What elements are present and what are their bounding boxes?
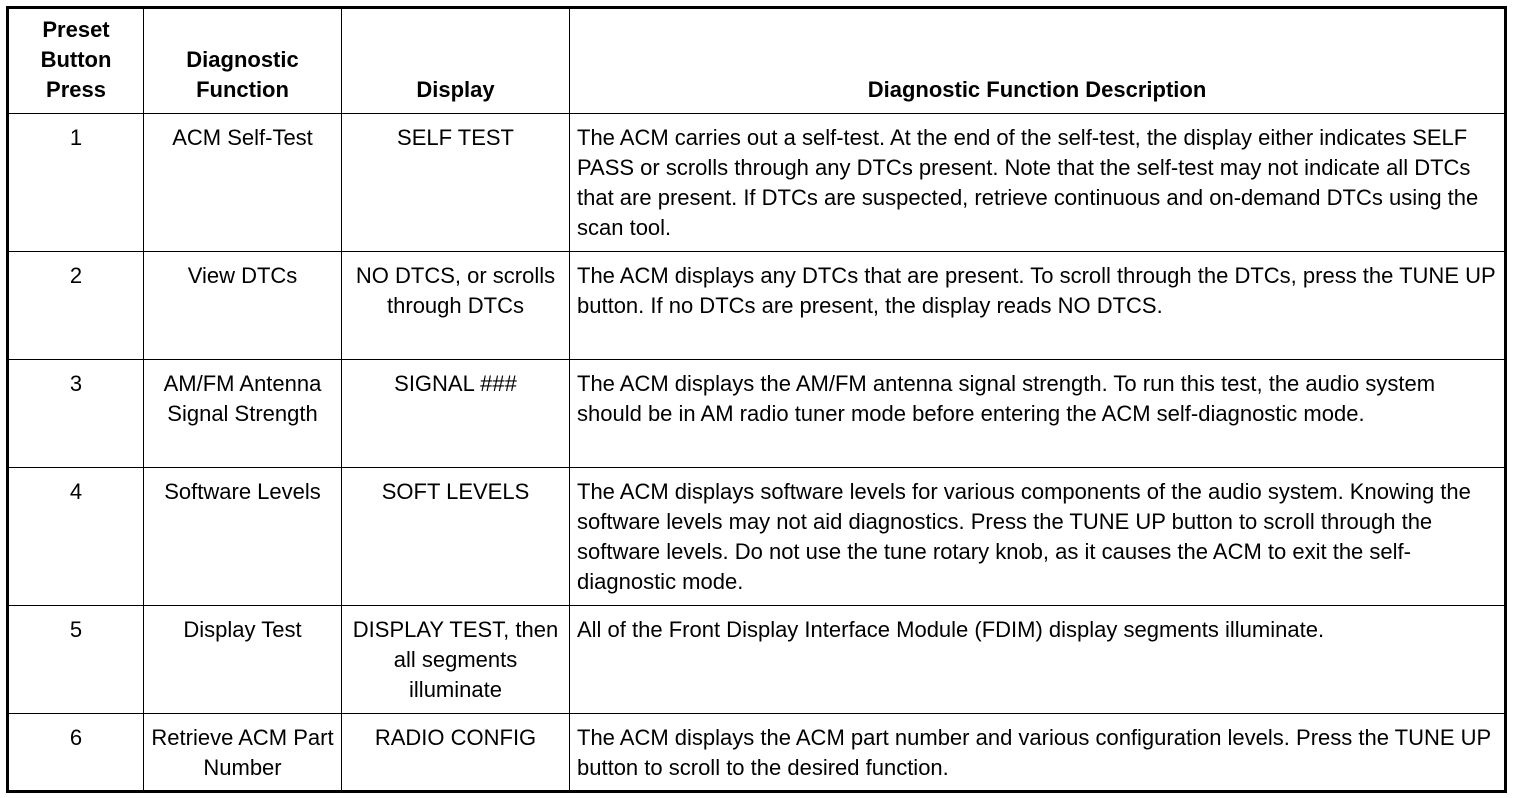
preset-cell: 4 bbox=[8, 468, 144, 606]
function-cell: Display Test bbox=[144, 606, 342, 714]
function-cell: Retrieve ACM Part Number bbox=[144, 714, 342, 792]
display-cell: RADIO CONFIG bbox=[342, 714, 570, 792]
function-cell: ACM Self-Test bbox=[144, 114, 342, 252]
description-cell: All of the Front Display Interface Module (FDIM) display segments illuminate. bbox=[570, 606, 1506, 714]
table-row bbox=[8, 360, 1506, 468]
display-cell: SELF TEST bbox=[342, 114, 570, 252]
header-diagnostic-function: Diagnostic Function bbox=[144, 8, 342, 114]
display-cell: DISPLAY TEST, then all segments illuminate bbox=[342, 606, 570, 714]
table-row bbox=[8, 714, 1506, 792]
table-header-row bbox=[8, 8, 1506, 114]
function-cell: Software Levels bbox=[144, 468, 342, 606]
diagnostic-function-table bbox=[6, 6, 1507, 793]
preset-cell: 6 bbox=[8, 714, 144, 792]
description-cell: The ACM displays the AM/FM antenna signal strength. To run this test, the audio system should be in AM radio tuner mode before entering the ACM self-diagnostic mode. bbox=[570, 360, 1506, 468]
table-row bbox=[8, 606, 1506, 714]
function-cell: View DTCs bbox=[144, 252, 342, 360]
header-description: Diagnostic Function Description bbox=[570, 8, 1506, 114]
description-cell: The ACM displays software levels for various components of the audio system. Knowing the software levels may not aid diagnostics. Press the TUNE UP button to scroll through the software levels. Do not use the tune rotary knob, as it causes the ACM to exit the self-diagnostic mode. bbox=[570, 468, 1506, 606]
table-row bbox=[8, 252, 1506, 360]
header-display: Display bbox=[342, 8, 570, 114]
function-cell: AM/FM Antenna Signal Strength bbox=[144, 360, 342, 468]
preset-cell: 1 bbox=[8, 114, 144, 252]
description-cell: The ACM displays the ACM part number and various configuration levels. Press the TUNE UP button to scroll to the desired function. bbox=[570, 714, 1506, 792]
table-row bbox=[8, 468, 1506, 606]
preset-cell: 3 bbox=[8, 360, 144, 468]
table-row bbox=[8, 114, 1506, 252]
display-cell: SOFT LEVELS bbox=[342, 468, 570, 606]
display-cell: SIGNAL ### bbox=[342, 360, 570, 468]
preset-cell: 2 bbox=[8, 252, 144, 360]
description-cell: The ACM displays any DTCs that are present. To scroll through the DTCs, press the TUNE UP button. If no DTCs are present, the display reads NO DTCS. bbox=[570, 252, 1506, 360]
display-cell: NO DTCS, or scrolls through DTCs bbox=[342, 252, 570, 360]
description-cell: The ACM carries out a self-test. At the end of the self-test, the display either indicates SELF PASS or scrolls through any DTCs present. Note that the self-test may not indicate all DTCs that are present. If DTCs are suspected, retrieve continuous and on-demand DTCs using the scan tool. bbox=[570, 114, 1506, 252]
preset-cell: 5 bbox=[8, 606, 144, 714]
header-preset-button-press: Preset Button Press bbox=[8, 8, 144, 114]
